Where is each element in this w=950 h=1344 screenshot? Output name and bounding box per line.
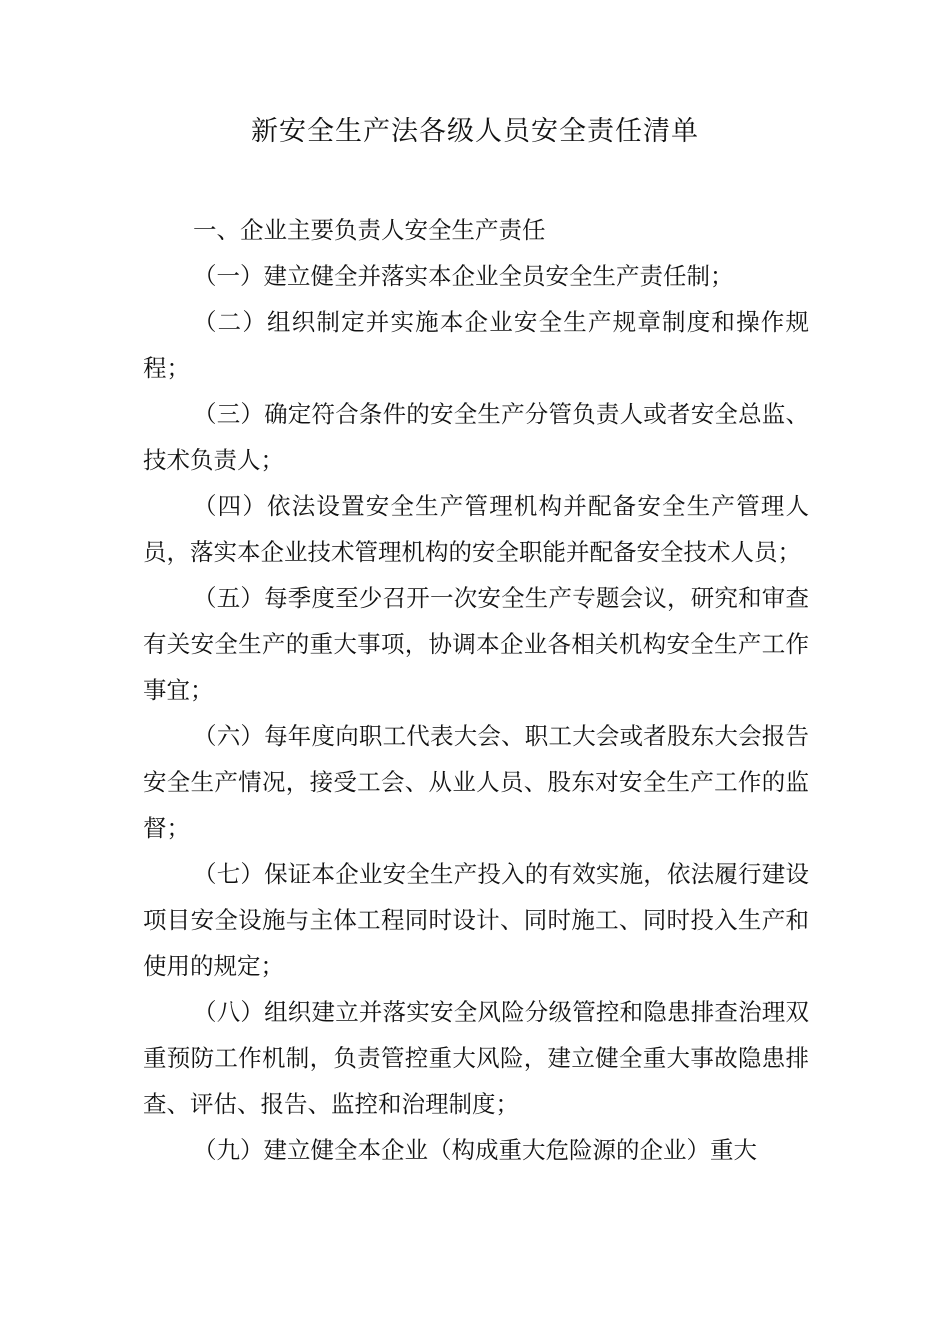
paragraph-2: （二）组织制定并实施本企业安全生产规章制度和操作规程； — [143, 308, 809, 382]
section-heading: 一、企业主要负责人安全生产责任 — [193, 216, 546, 244]
paragraph-5: （五）每季度至少召开一次安全生产专题会议，研究和审查有关安全生产的重大事项，协调本企业各相关机构安全生产工作事宜； — [143, 584, 809, 704]
paragraph-4: （四）依法设置安全生产管理机构并配备安全生产管理人员，落实本企业技术管理机构的安全职能并配备安全技术人员； — [143, 492, 809, 566]
paragraph-7: （七）保证本企业安全生产投入的有效实施，依法履行建设项目安全设施与主体工程同时设计、同时施工、同时投入生产和使用的规定； — [143, 860, 809, 980]
paragraph-1: （一）建立健全并落实本企业全员安全生产责任制； — [193, 262, 734, 290]
paragraph-3: （三）确定符合条件的安全生产分管负责人或者安全总监、技术负责人； — [143, 400, 809, 474]
paragraph-6: （六）每年度向职工代表大会、职工大会或者股东大会报告安全生产情况，接受工会、从业人员、股东对安全生产工作的监督； — [143, 722, 809, 842]
paragraph-8: （八）组织建立并落实安全风险分级管控和隐患排查治理双重预防工作机制，负责管控重大风险，建立健全重大事故隐患排查、评估、报告、监控和治理制度； — [143, 998, 809, 1118]
paragraph-9: （九）建立健全本企业（构成重大危险源的企业）重大 — [193, 1136, 757, 1164]
document-title: 新安全生产法各级人员安全责任清单 — [251, 116, 699, 147]
document-body — [143, 207, 809, 1173]
